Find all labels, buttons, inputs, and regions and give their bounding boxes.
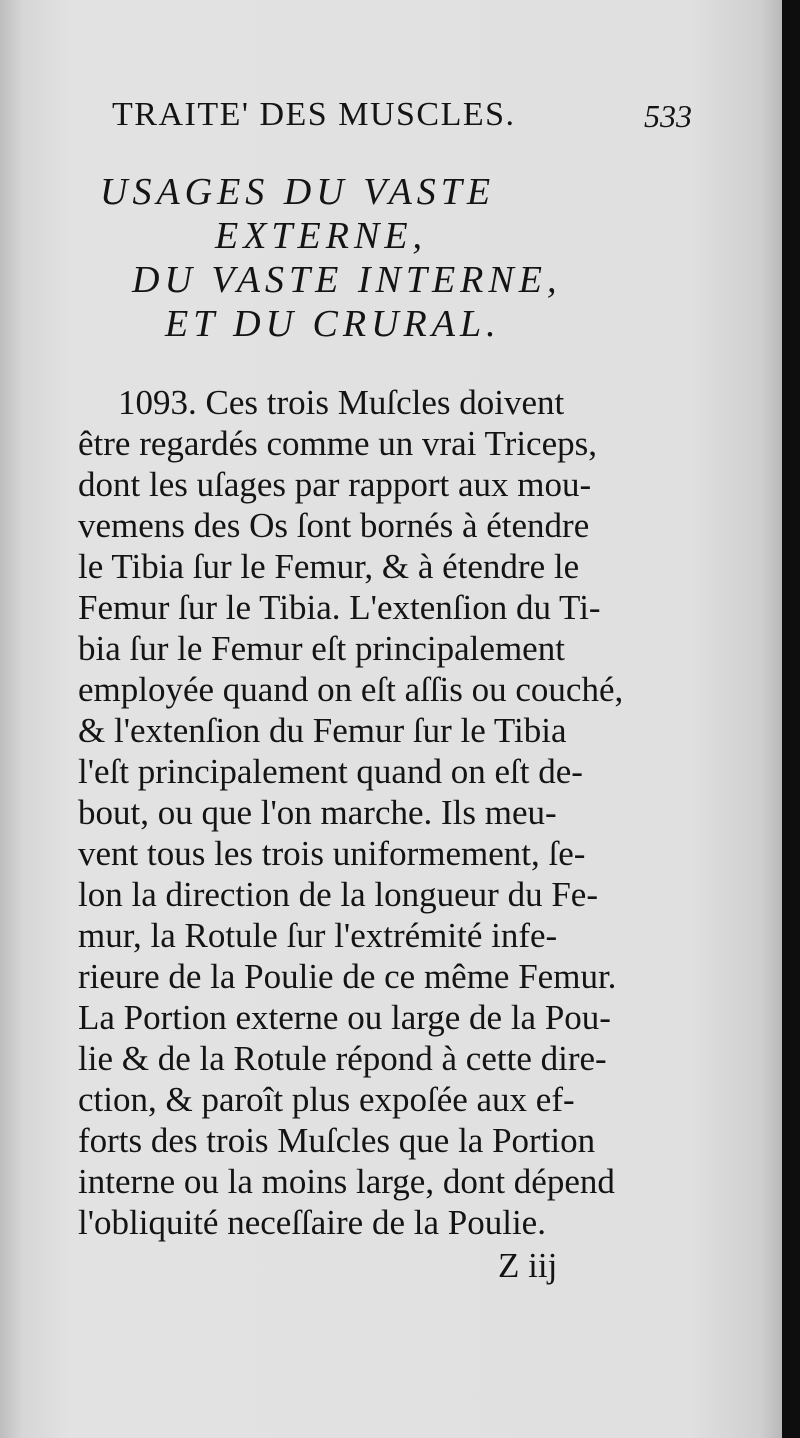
text-line: bia ſur le Femur eſt principalement [78,629,565,668]
page-number: 533 [644,98,692,134]
text-line: l'eſt principalement quand on eſt de- [78,752,583,791]
text-line: être regardés comme un vrai Triceps, [78,424,598,463]
text-line: employée quand on eſt aſſis ou couché, [78,670,624,709]
text-line: ction, & paroît plus expoſée aux ef- [78,1080,575,1119]
text-line: mur, la Rotule ſur l'extrémité infe- [78,916,558,955]
text-line: & l'extenſion du Femur ſur le Tibia [78,711,567,750]
page-header [112,96,692,140]
text-line: vent tous les trois uniformement, ſe- [78,834,586,873]
text-line: forts des trois Muſcles que la Portion [78,1121,596,1160]
running-title: TRAITE' DES MUSCLES. [112,96,516,133]
section-heading [70,170,680,346]
text-line: dont les uſages par rapport aux mou- [78,465,592,504]
text-line: interne ou la moins large, dont dépend [78,1162,615,1201]
paragraph-1093 [78,382,678,1243]
heading-line: EXTERNE, [215,215,428,257]
text-line: lie & de la Rotule répond à cette dire- [78,1039,607,1078]
text-line: l'obliquité neceſſaire de la Poulie. [78,1203,546,1242]
signature-mark: Z iij [498,1246,558,1285]
heading-line: USAGES DU VASTE [100,171,496,213]
heading-line: ET DU CRURAL. [165,303,501,345]
text-line: bout, ou que l'on marche. Ils meu- [78,793,557,832]
text-line: lon la direction de la longueur du Fe- [78,875,598,914]
text-line: vemens des Os ſont bornés à étendre [78,506,590,545]
book-edge-shadow [782,0,800,1438]
text-line: 1093. Ces trois Muſcles doivent [118,383,565,422]
text-line: Femur ſur le Tibia. L'extenſion du Ti- [78,588,601,627]
text-line: rieure de la Poulie de ce même Femur. [78,957,617,996]
text-line: La Portion externe ou large de la Pou- [78,998,611,1037]
heading-line: DU VASTE INTERNE, [132,259,562,301]
text-line: le Tibia ſur le Femur, & à étendre le [78,547,580,586]
